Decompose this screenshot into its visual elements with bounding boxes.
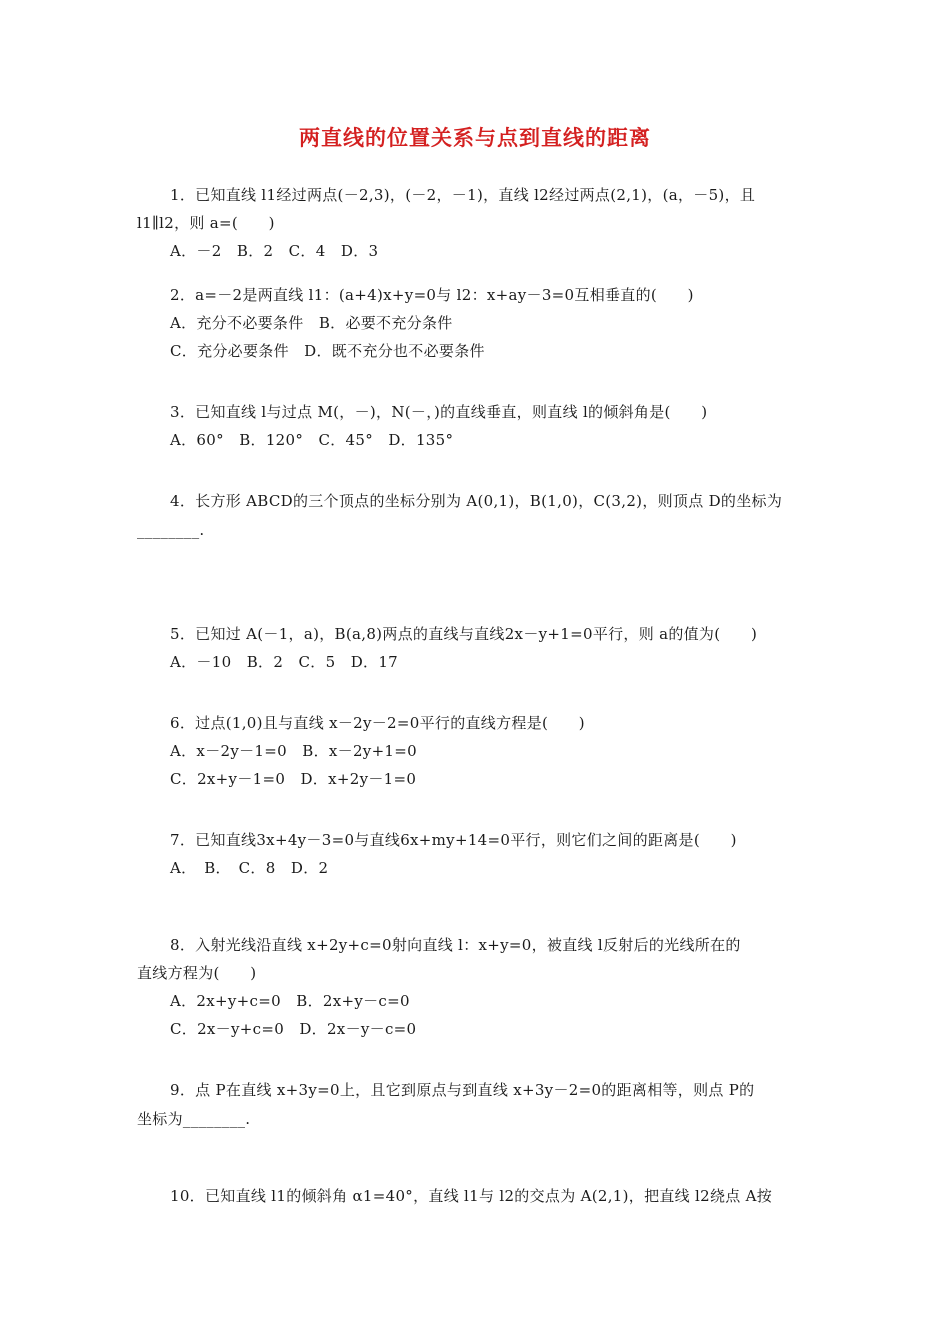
q2-options-line1: A．充分不必要条件 B．必要不充分条件 [170, 314, 453, 332]
q8-options-line1: A．2x+y+c=0 B．2x+y－c=0 [170, 992, 410, 1010]
q3-options: A．60° B．120° C．45° D．135° [170, 431, 454, 449]
q9-stem-line2: 坐标为________. [137, 1110, 251, 1128]
q5-stem: 5．已知过 A(－1，a)，B(a,8)两点的直线与直线2x－y+1=0平行，则 a的值为( ) [170, 625, 758, 643]
q4-stem-line1: 4．长方形 ABCD的三个顶点的坐标分别为 A(0,1)，B(1,0)，C(3,2)，则顶点 D的坐标为 [170, 492, 783, 510]
q5-options: A．－10 B．2 C．5 D．17 [170, 653, 399, 671]
page-title: 两直线的位置关系与点到直线的距离 [299, 126, 651, 150]
q8-stem-line2: 直线方程为( ) [137, 964, 257, 982]
q1-stem-line1: 1．已知直线 l1经过两点(－2,3)，(－2，－1)，直线 l2经过两点(2,1)，(a，－5)，且 [170, 186, 756, 204]
q3-stem: 3．已知直线 l与过点 M(，－)，N(－，)的直线垂直，则直线 l的倾斜角是( ) [170, 403, 708, 421]
q9-stem-line1: 9．点 P在直线 x+3y=0上，且它到原点与到直线 x+3y－2=0的距离相等，则点 P的 [170, 1081, 755, 1099]
q2-stem: 2．a=－2是两直线 l1：(a+4)x+y=0与 l2：x+ay－3=0互相垂直的( ) [170, 286, 694, 304]
q10-stem-line1: 10．已知直线 l1的倾斜角 α1=40°，直线 l1与 l2的交点为 A(2,1)，把直线 l2绕点 A按 [170, 1187, 773, 1205]
q2-options-line2: C．充分必要条件 D．既不充分也不必要条件 [170, 342, 485, 360]
q6-options-line1: A．x－2y－1=0 B．x－2y+1=0 [170, 742, 417, 760]
q4-stem-line2: ________. [137, 521, 205, 539]
q1-options: A．－2 B．2 C．4 D．3 [170, 242, 379, 260]
q6-options-line2: C．2x+y－1=0 D．x+2y－1=0 [170, 770, 417, 788]
q8-stem-line1: 8．入射光线沿直线 x+2y+c=0射向直线 l：x+y=0，被直线 l反射后的光线所在的 [170, 936, 741, 954]
q7-options: A． B． C．8 D．2 [170, 859, 329, 877]
q8-options-line2: C．2x－y+c=0 D．2x－y－c=0 [170, 1020, 417, 1038]
q6-stem: 6．过点(1,0)且与直线 x－2y－2=0平行的直线方程是( ) [170, 714, 585, 732]
q1-stem-line2: l1∥l2，则 a=( ) [137, 214, 275, 232]
q7-stem: 7．已知直线3x+4y－3=0与直线6x+my+14=0平行，则它们之间的距离是( ) [170, 831, 737, 849]
